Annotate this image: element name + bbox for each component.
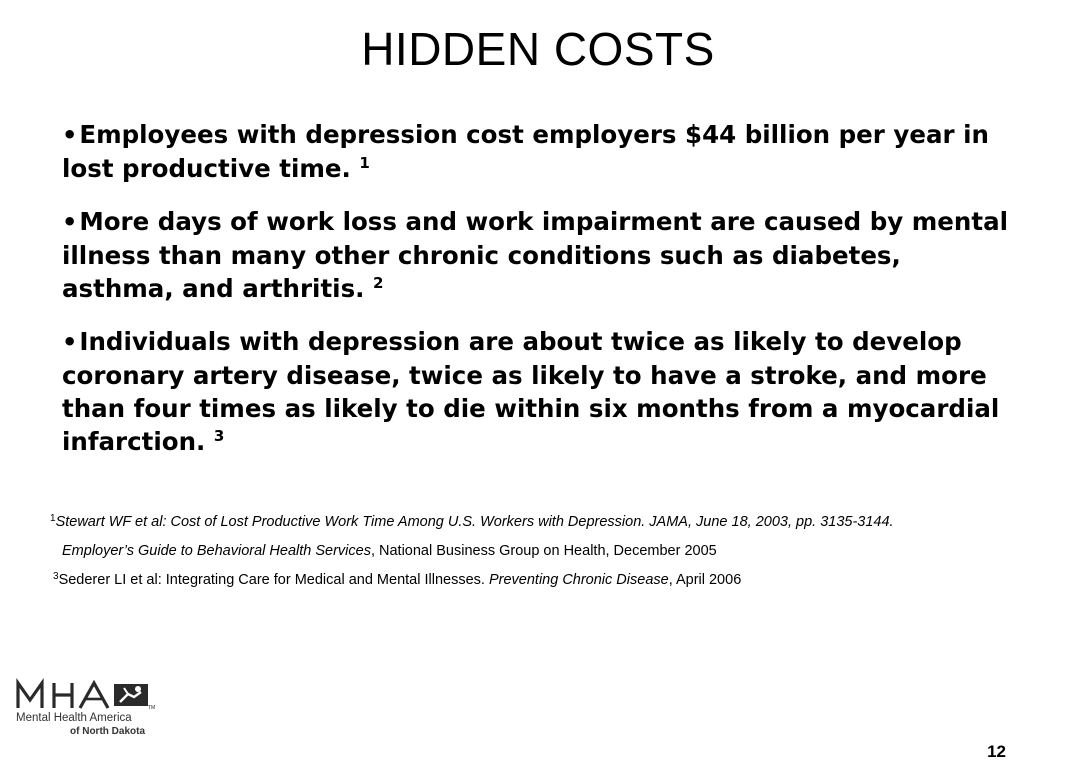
- logo-line1: Mental Health America: [16, 712, 132, 724]
- bullet-text: Employees with depression cost employers $44 billion per year in lost productive time.: [62, 120, 989, 183]
- reference-text: , National Business Group on Health, December 2005: [370, 543, 717, 559]
- mha-logo-icon: [14, 680, 154, 710]
- bullet-item: [62, 205, 1017, 305]
- bullet-dot-icon: •: [62, 328, 78, 356]
- reference-number: 3: [53, 571, 59, 582]
- slide-title: HIDDEN COSTS: [361, 23, 715, 75]
- bullet-ref: 2: [373, 274, 384, 292]
- reference-journal: Preventing Chronic Disease: [488, 572, 669, 588]
- bullet-list: [62, 118, 1017, 478]
- bullet-ref: 1: [359, 154, 370, 172]
- bullet-item: [62, 118, 1017, 185]
- reference-number: 1: [50, 513, 56, 524]
- page-number: 12: [987, 742, 1006, 761]
- bullet-dot-icon: •: [62, 208, 78, 236]
- reference-text: Sederer LI et al: Integrating Care for Medical and Mental Illnesses.: [58, 572, 489, 588]
- svg-text:TM: TM: [148, 705, 156, 711]
- reference-text: Stewart WF et al: Cost of Lost Productive Work Time Among U.S. Workers with Depression. JAMA, June 18, 2003, pp. 3135-3144.: [55, 514, 894, 530]
- references: [50, 514, 1015, 601]
- bullet-text: More days of work loss and work impairment are caused by mental illness than many other chronic conditions such as diabetes, asthma, and arthritis.: [62, 207, 1009, 303]
- reference-1: [50, 514, 1015, 531]
- reference-3: [50, 572, 1015, 589]
- logo-line2: of North Dakota: [70, 726, 145, 737]
- bullet-text: Individuals with depression are about twice as likely to develop coronary artery disease, twice as likely to have a stroke, and more than four times as likely to die within six months from a myocardial infarction.: [62, 327, 1000, 456]
- reference-2: [50, 543, 1015, 560]
- bullet-ref: 3: [213, 427, 225, 445]
- reference-text-end: , April 2006: [668, 572, 742, 588]
- bullet-item: [62, 325, 1017, 458]
- reference-title: Employer’s Guide to Behavioral Health Services: [62, 543, 371, 559]
- bullet-dot-icon: •: [62, 121, 78, 149]
- mha-logo: [14, 680, 164, 740]
